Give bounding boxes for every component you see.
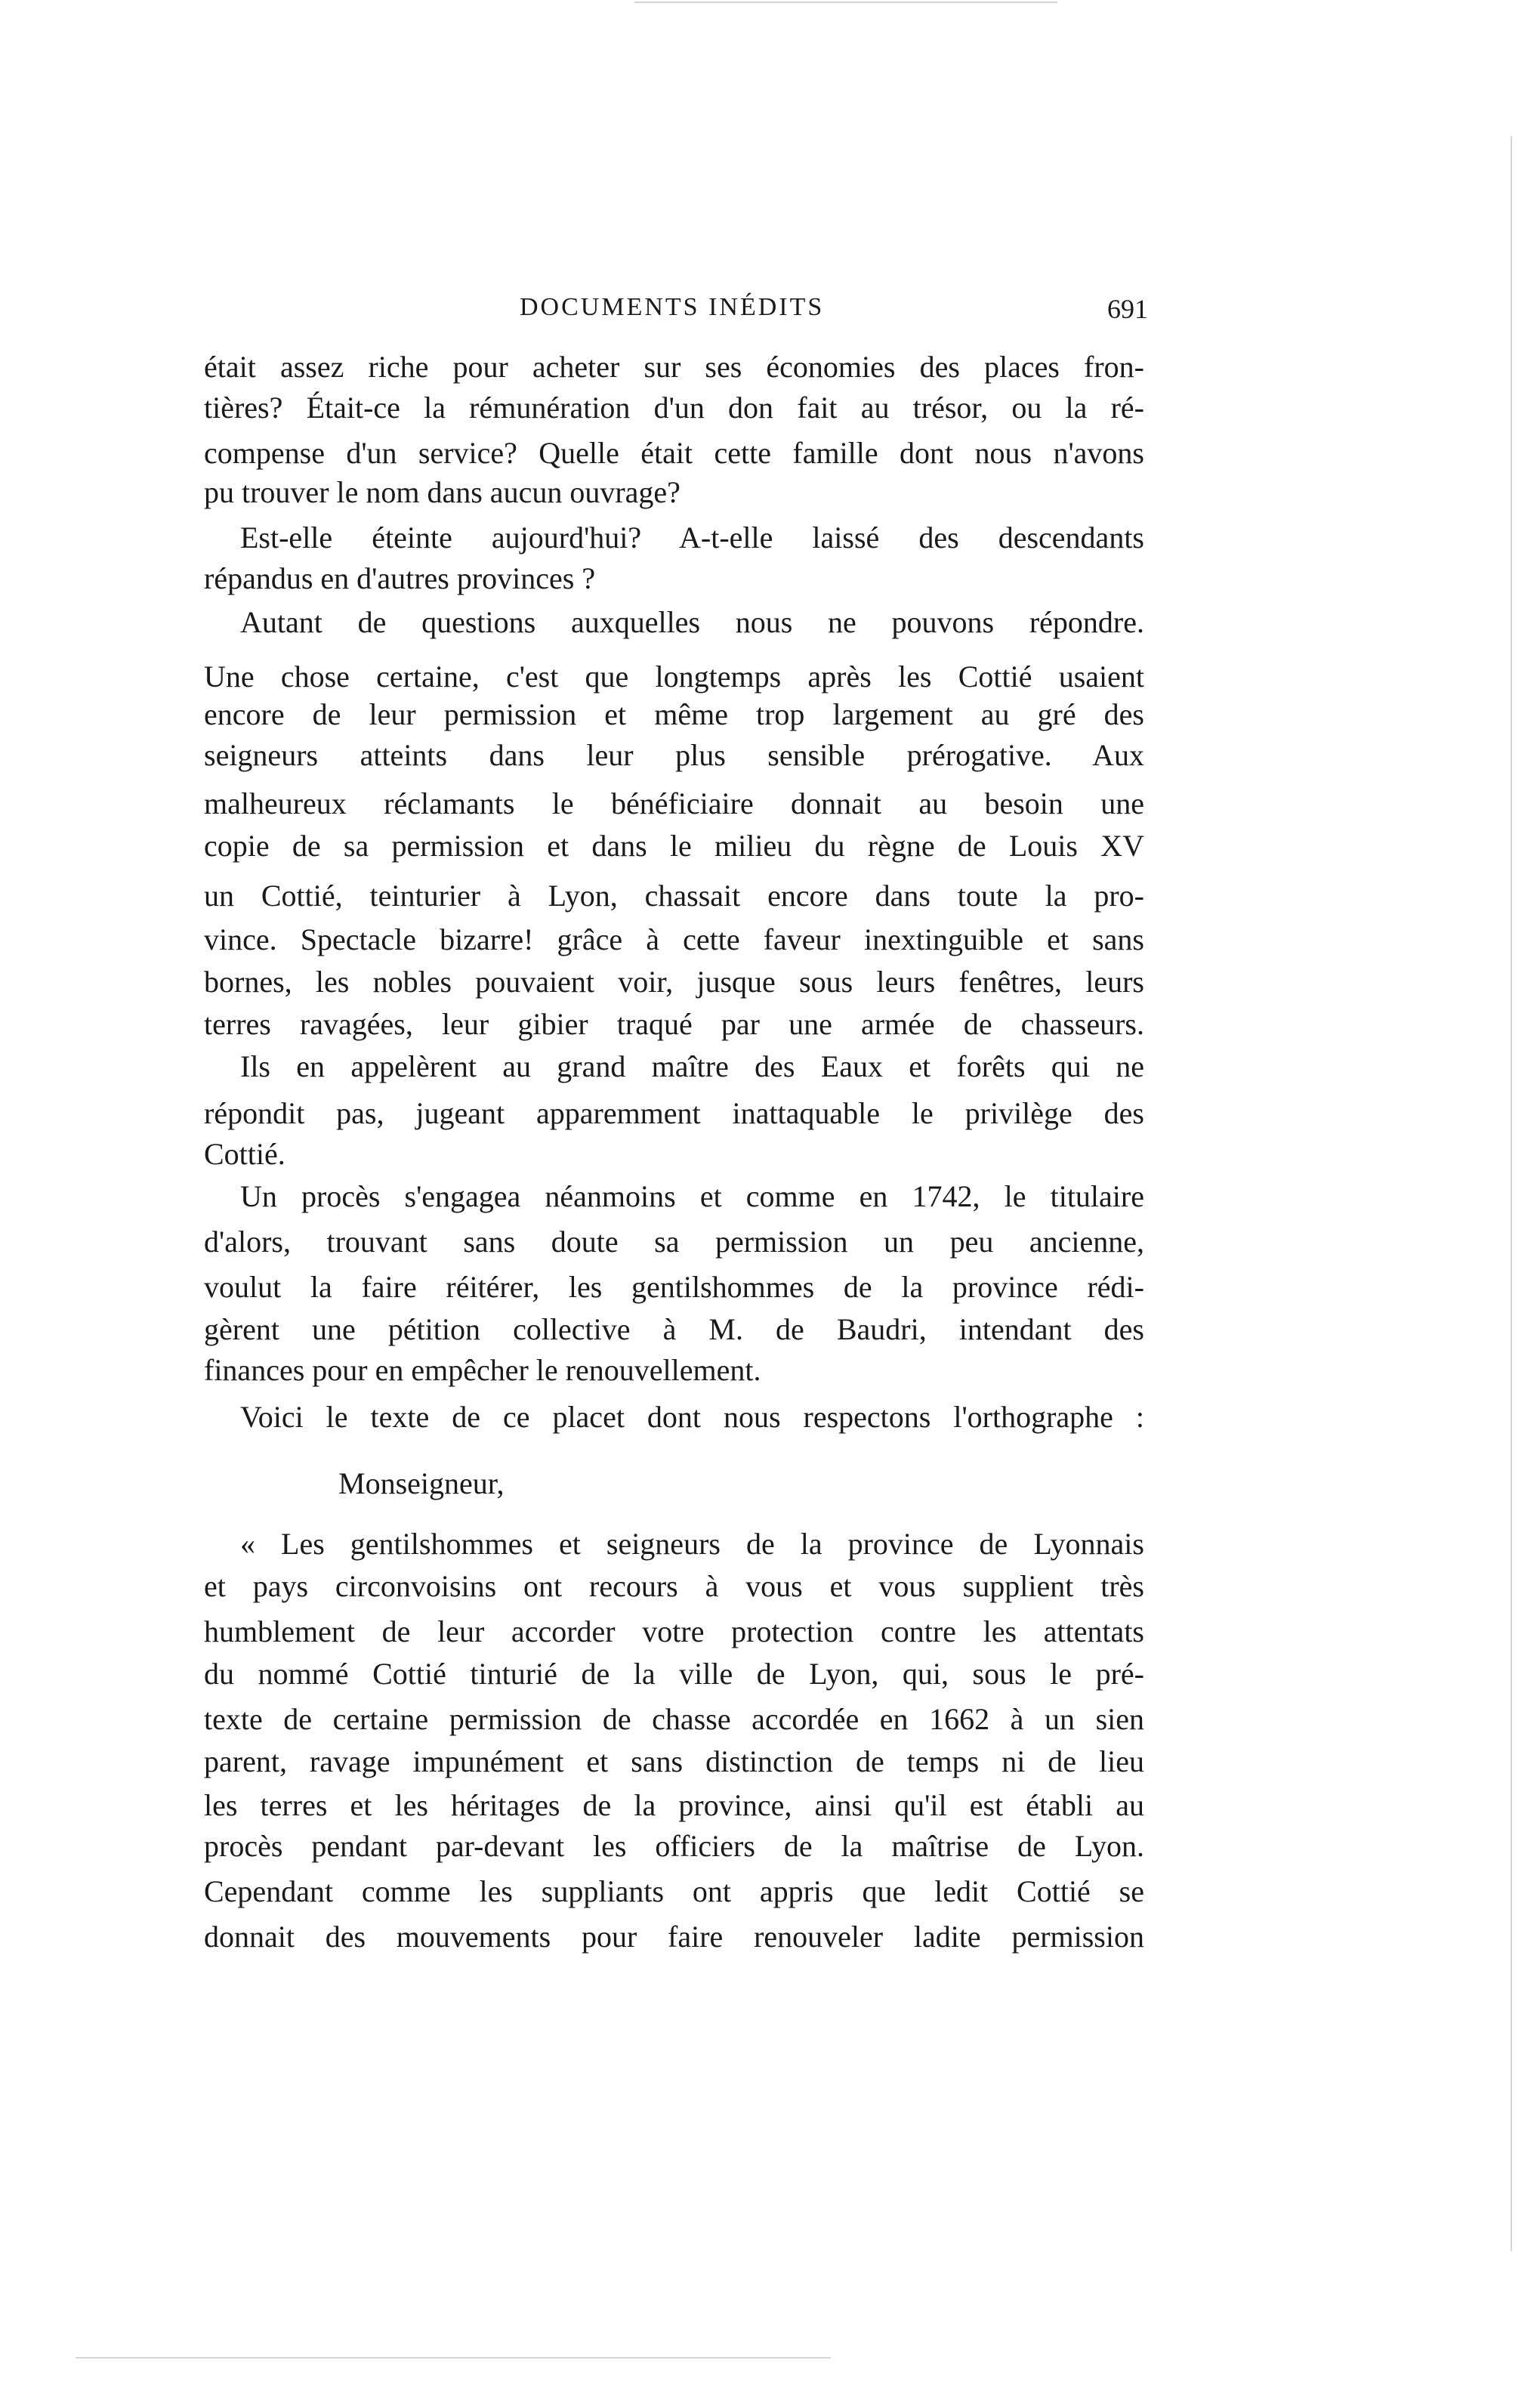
text-line: Autant de questions auxquelles nous ne pouvons répondre. <box>240 605 1144 639</box>
text-line: compense d'un service? Quelle était cette famille dont nous n'avons <box>204 436 1144 470</box>
text-line: Est-elle éteinte aujourd'hui? A-t-elle laissé des descendants <box>240 521 1144 555</box>
text-line: était assez riche pour acheter sur ses économies des places fron- <box>204 350 1144 384</box>
text-line: gèrent une pétition collective à M. de Baudri, intendant des <box>204 1312 1144 1346</box>
text-line: procès pendant par-devant les officiers de la maîtrise de Lyon. <box>204 1829 1144 1863</box>
text-line: texte de certaine permission de chasse accordée en 1662 à un sien <box>204 1702 1144 1736</box>
scan-edge-top <box>634 2 1057 3</box>
salutation: Monseigneur, <box>338 1466 505 1500</box>
scan-edge-bottom <box>76 2357 831 2359</box>
text-line: bornes, les nobles pouvaient voir, jusque sous leurs fenêtres, leurs <box>204 965 1144 999</box>
text-line: « Les gentilshommes et seigneurs de la province de Lyonnais <box>240 1527 1144 1561</box>
text-line: Une chose certaine, c'est que longtemps après les Cottié usaient <box>204 660 1144 694</box>
text-line: malheureux réclamants le bénéficiaire donnait au besoin une <box>204 786 1144 820</box>
running-title: DOCUMENTS INÉDITS <box>520 293 825 321</box>
text-line: pu trouver le nom dans aucun ouvrage? <box>204 475 681 509</box>
scan-edge-right <box>1511 136 1512 2251</box>
text-line: et pays circonvoisins ont recours à vous et vous supplient très <box>204 1569 1144 1603</box>
text-line: terres ravagées, leur gibier traqué par une armée de chasseurs. <box>204 1007 1144 1041</box>
text-line: répandus en d'autres provinces ? <box>204 561 596 595</box>
text-line: tières? Était-ce la rémunération d'un don fait au trésor, ou la ré- <box>204 391 1144 425</box>
text-line: Cottié. <box>204 1137 285 1171</box>
text-line: Ils en appelèrent au grand maître des Eaux et forêts qui ne <box>240 1049 1144 1083</box>
text-line: seigneurs atteints dans leur plus sensible prérogative. Aux <box>204 738 1144 772</box>
text-line: finances pour en empêcher le renouvellement. <box>204 1353 761 1387</box>
text-line: humblement de leur accorder votre protection contre les attentats <box>204 1614 1144 1648</box>
text-line: un Cottié, teinturier à Lyon, chassait encore dans toute la pro- <box>204 879 1144 913</box>
text-line: parent, ravage impunément et sans distinction de temps ni de lieu <box>204 1744 1144 1778</box>
text-line: Voici le texte de ce placet dont nous respectons l'orthographe : <box>240 1400 1144 1434</box>
text-line: voulut la faire réitérer, les gentilshommes de la province rédi- <box>204 1270 1144 1304</box>
text-line: Cependant comme les suppliants ont appris que ledit Cottié se <box>204 1874 1144 1908</box>
text-line: vince. Spectacle bizarre! grâce à cette faveur inextinguible et sans <box>204 922 1144 956</box>
text-line: du nommé Cottié tinturié de la ville de Lyon, qui, sous le pré- <box>204 1657 1144 1691</box>
text-line: donnait des mouvements pour faire renouveler ladite permission <box>204 1920 1144 1954</box>
text-line: copie de sa permission et dans le milieu du règne de Louis XV <box>204 829 1144 863</box>
page-number: 691 <box>1107 294 1148 324</box>
text-line: Un procès s'engagea néanmoins et comme en 1742, le titulaire <box>240 1179 1144 1213</box>
text-line: répondit pas, jugeant apparemment inattaquable le privilège des <box>204 1096 1144 1130</box>
text-line: les terres et les héritages de la province, ainsi qu'il est établi au <box>204 1788 1144 1822</box>
text-line: encore de leur permission et même trop largement au gré des <box>204 697 1144 731</box>
text-line: d'alors, trouvant sans doute sa permission un peu ancienne, <box>204 1225 1144 1259</box>
